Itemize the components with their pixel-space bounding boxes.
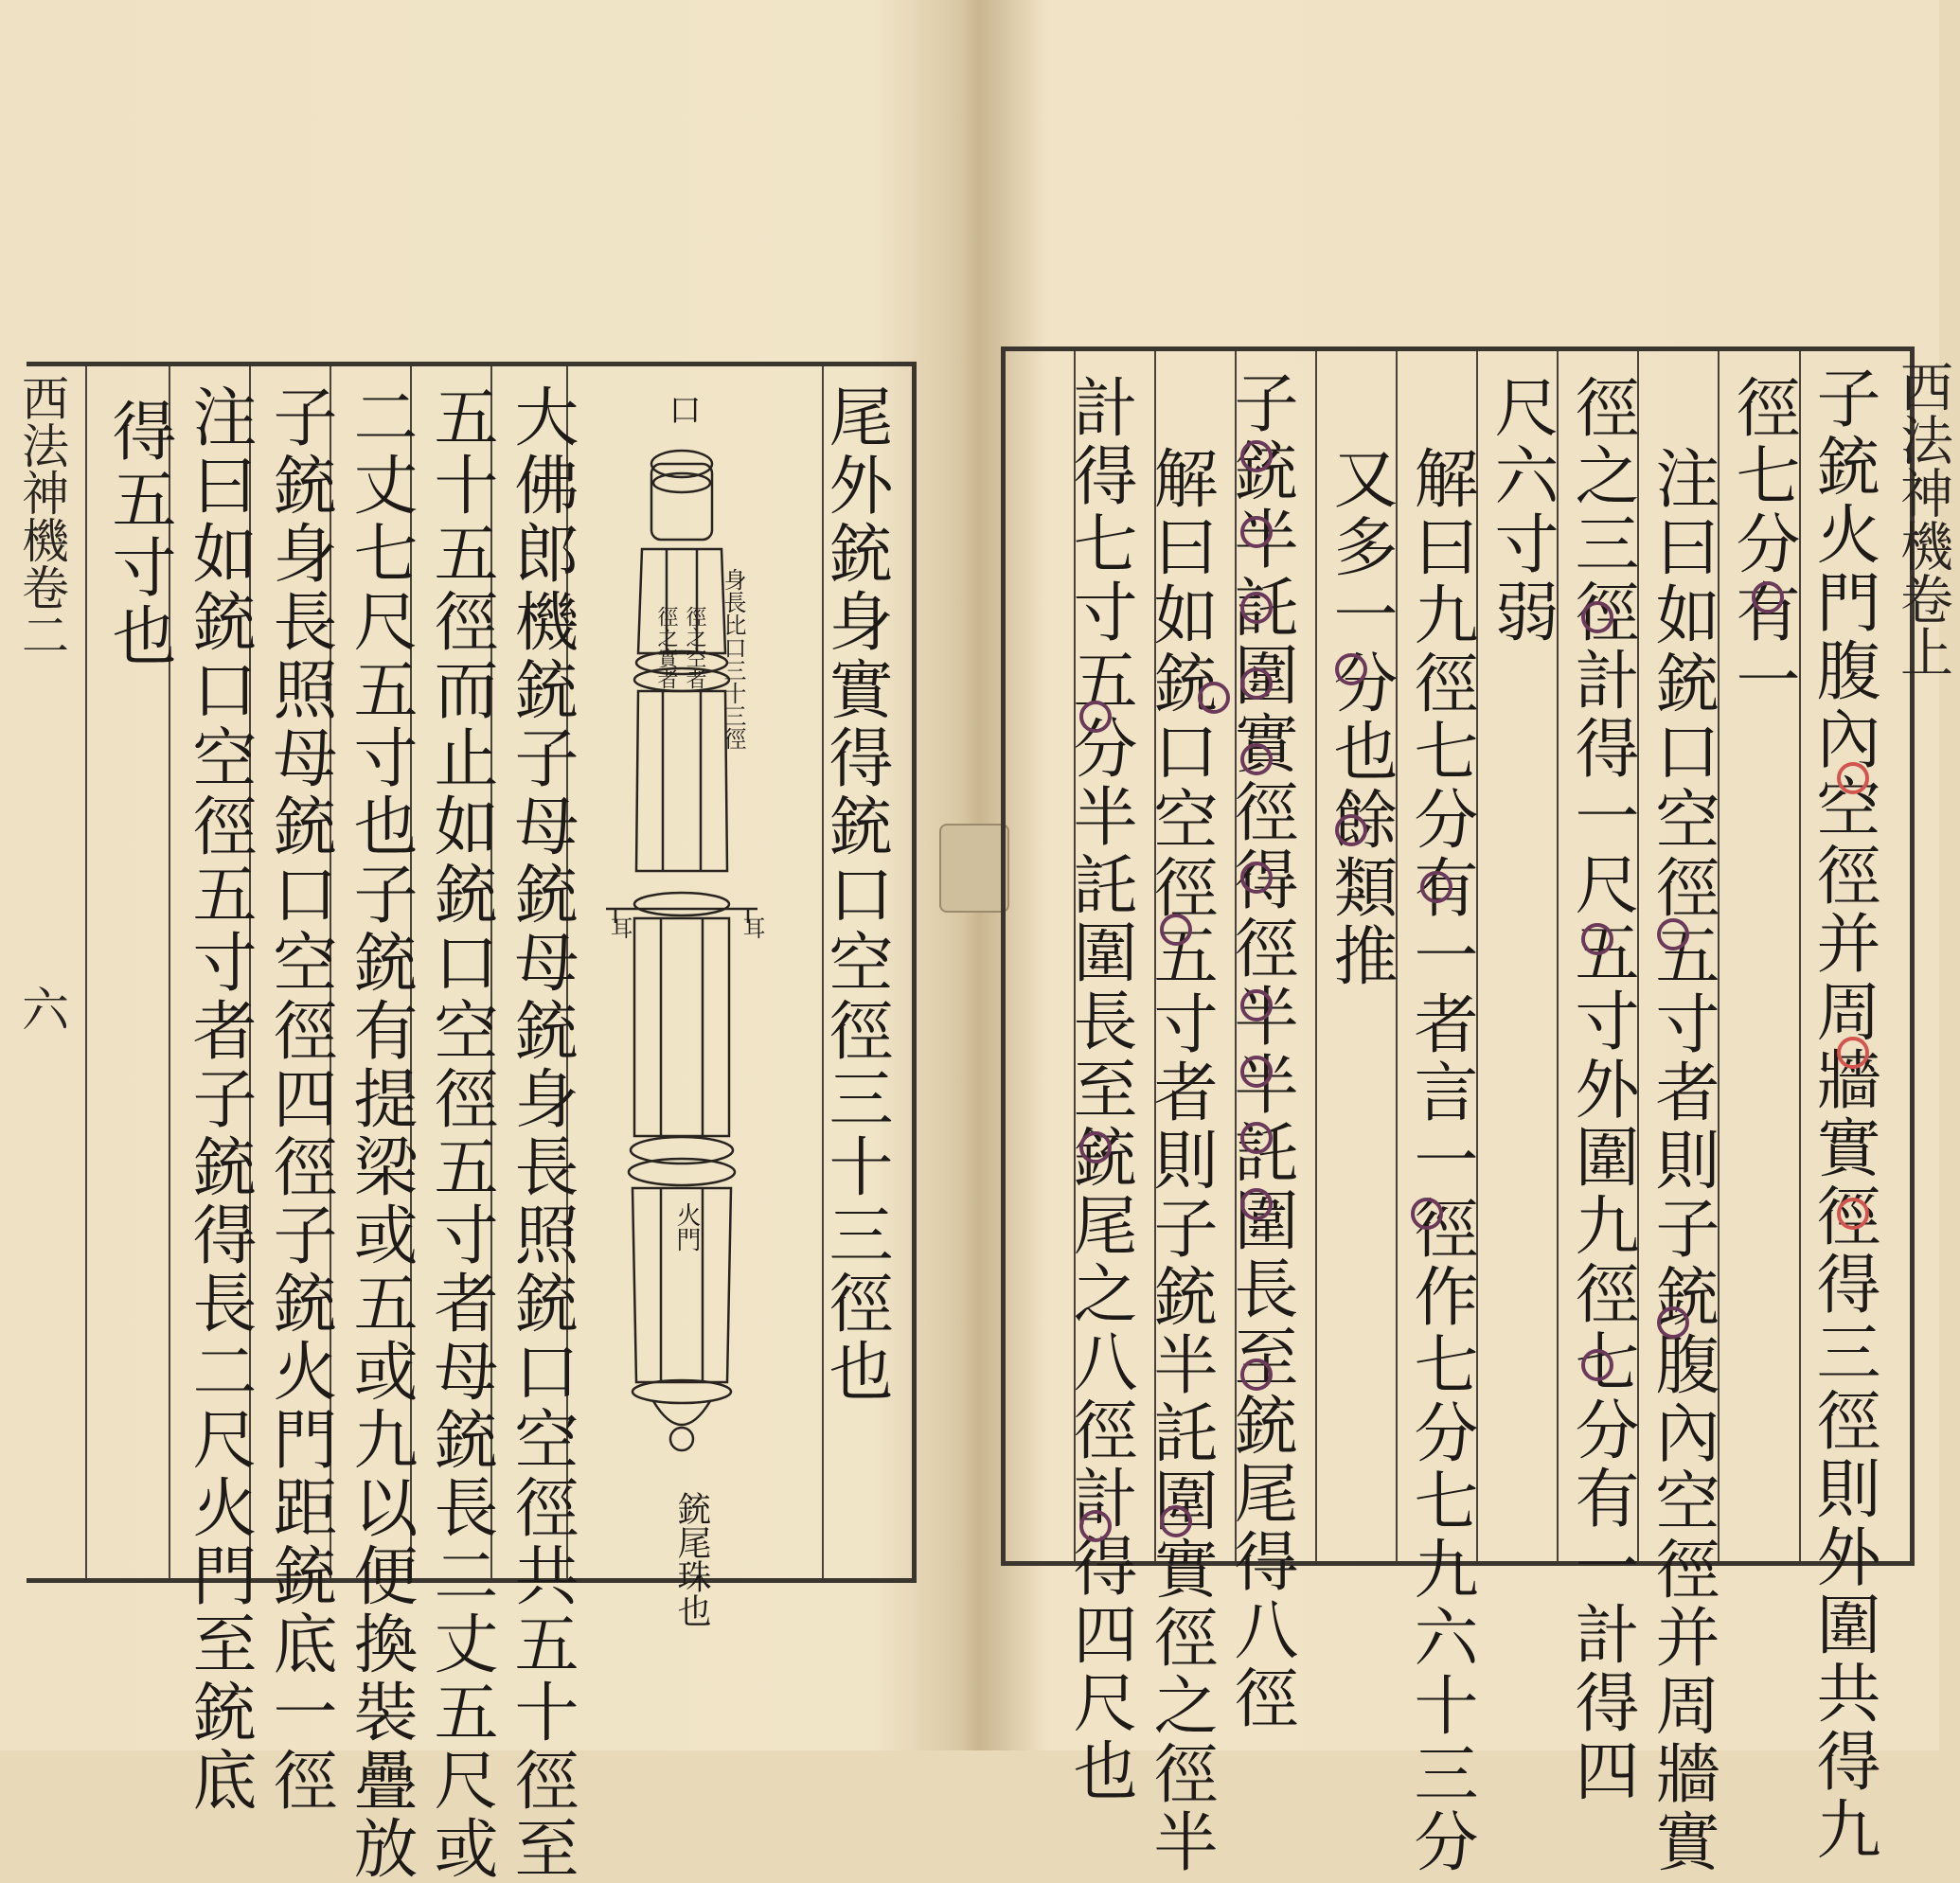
text-column: 徑之三徑計得一尺五寸外圍九徑七分有一計得四: [1564, 374, 1639, 1805]
text-column: 注曰如銃口空徑五寸者子銃得長二尺火門至銃底: [182, 383, 257, 1815]
punctuation-mark: [1240, 440, 1273, 472]
punctuation-mark: [1198, 682, 1230, 714]
punctuation-mark: [1160, 1505, 1192, 1537]
punctuation-mark: [1079, 1510, 1112, 1542]
text-column: 子銃身長照母銃口空徑四徑子銃火門距銃底一徑: [262, 383, 337, 1815]
punctuation-mark: [1240, 862, 1273, 894]
illus-label-side: 徑之空者: [683, 606, 706, 689]
text-column: 又多一分也餘類推: [1323, 445, 1398, 990]
punctuation-mark: [1752, 581, 1784, 613]
punctuation-mark: [1335, 814, 1367, 846]
punctuation-mark: [1240, 743, 1273, 775]
punctuation-mark: [1837, 1198, 1869, 1230]
illus-label-fire: 火門: [672, 1202, 701, 1252]
illus-label-side: 身長比口三十三徑: [720, 568, 746, 750]
column-rule: [85, 366, 87, 1578]
text-column: 得五寸也: [101, 398, 176, 670]
text-column: 徑七分有一: [1725, 374, 1800, 715]
punctuation-mark: [1240, 516, 1273, 548]
illus-label-ear: 耳: [739, 916, 765, 943]
punctuation-mark: [1240, 592, 1273, 624]
text-column: 五十五徑而止如銃口空徑五寸者母銃長二丈五尺或: [423, 383, 498, 1883]
text-column: 二丈七尺五寸也子銃有提梁或五或九以便換裝疊放: [343, 383, 418, 1883]
text-column: 大佛郎機銃子母銃母銃身長照銃口空徑共五十徑至: [504, 383, 579, 1883]
punctuation-mark: [1240, 1056, 1273, 1088]
column-rule: [1315, 351, 1317, 1561]
text-column: 尺六寸弱: [1484, 374, 1559, 647]
punctuation-mark: [1079, 701, 1112, 733]
edge-label: 西法神機卷二: [14, 374, 69, 658]
text-column: 解曰九徑七分有一者言一徑作七分七九六十三分: [1403, 445, 1478, 1876]
punctuation-mark: [1079, 1131, 1112, 1164]
punctuation-mark: [1837, 1037, 1869, 1069]
page-number: 六: [14, 985, 69, 1032]
text-column: 計得七寸五分半託圍長至銃尾之八徑計得四尺也: [1062, 374, 1137, 1805]
punctuation-mark: [1240, 989, 1273, 1021]
text-column: 解曰如銃口空徑五寸者則子銃半託圍實徑之徑半: [1143, 445, 1218, 1876]
illus-label-side: 徑之實者: [654, 606, 678, 689]
text-column: 尾外銃身實得銃口空徑三十三徑也: [818, 383, 893, 1406]
punctuation-mark: [1581, 1349, 1613, 1381]
punctuation-mark: [1240, 1122, 1273, 1154]
punctuation-mark: [1837, 762, 1869, 794]
edge-label: 西法神機卷上: [1892, 360, 1953, 678]
punctuation-mark: [1240, 667, 1273, 700]
punctuation-mark: [1657, 1306, 1689, 1339]
text-column: 注曰如銃口空徑五寸者則子銃腹內空徑并周牆實: [1645, 445, 1719, 1876]
punctuation-mark: [1581, 923, 1613, 955]
punctuation-mark: [1160, 914, 1192, 946]
text-column: 子銃火門腹內空徑并周牆實徑得三徑則外圍共得九: [1806, 364, 1880, 1864]
punctuation-mark: [1335, 653, 1367, 685]
illus-label-ear: 耳: [606, 916, 633, 943]
punctuation-mark: [1657, 918, 1689, 950]
punctuation-mark: [1240, 1359, 1273, 1391]
punctuation-mark: [1581, 601, 1613, 633]
binding-string: [939, 824, 1009, 913]
text-column: 子銃半託圍實徑得徑半半託圍長至銃尾得八徑: [1223, 369, 1298, 1732]
illus-label-bottom: 銃尾珠也: [672, 1491, 711, 1627]
illus-label-top: 口: [663, 393, 701, 429]
punctuation-mark: [1420, 871, 1452, 903]
punctuation-mark: [1240, 1188, 1273, 1220]
punctuation-mark: [1411, 1198, 1443, 1230]
